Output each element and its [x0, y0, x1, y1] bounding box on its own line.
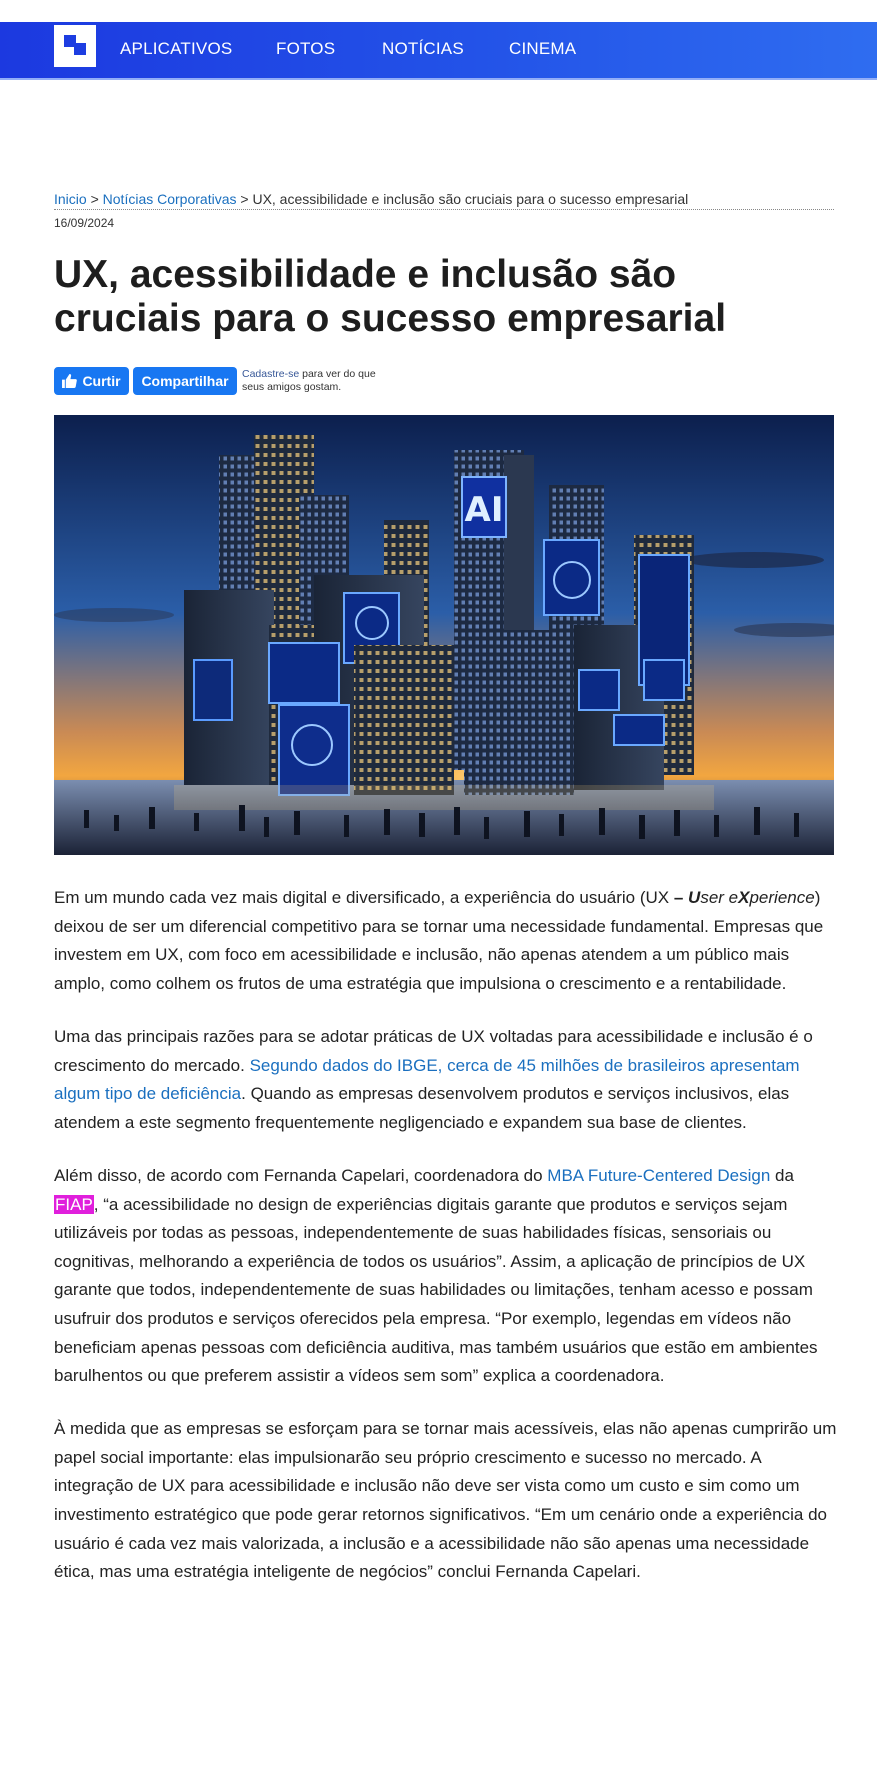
breadcrumb	[54, 191, 834, 210]
social-note	[242, 368, 382, 394]
fiap-highlight: FIAP	[55, 1194, 93, 1214]
article-body	[54, 884, 840, 1611]
social-note-text: para ver do que seus amigos gostam.	[242, 368, 376, 393]
mba-link[interactable]: MBA Future-Centered Design	[547, 1165, 771, 1185]
paragraph-2: Uma das principais razões para se adotar práticas de UX voltadas para acessibilidade e inclusão é o crescimento do mercado. Segundo dados do IBGE, cerca de 45 milhões de brasileiros apresentam algum tipo de deficiência. Quando as empresas desenvolvem produtos e serviços inclusivos, elas atendem a este segmento frequentemente negligenciado e expandem sua base de clientes.	[54, 1026, 813, 1132]
thumbs-up-icon	[62, 374, 77, 388]
ibge-link[interactable]: Segundo dados do IBGE, cerca de 45 milhões de brasileiros apresentam algum tipo de deficiência	[54, 1055, 800, 1104]
breadcrumb-section-link[interactable]: Notícias Corporativas	[102, 191, 237, 207]
nav-item-cinema[interactable]: CINEMA	[509, 39, 577, 58]
signup-link[interactable]: Cadastre-se	[242, 368, 300, 380]
ai-sign: AI	[464, 490, 504, 530]
like-button[interactable]	[54, 367, 129, 395]
page-title: UX, acessibilidade e inclusão são cruciais para o sucesso empresarial	[54, 253, 727, 340]
breadcrumb-home-link[interactable]: Inicio	[54, 191, 87, 207]
nav-item-aplicativos[interactable]: APLICATIVOS	[120, 39, 233, 58]
top-nav-bar	[0, 22, 877, 80]
like-label: Curtir	[82, 373, 121, 389]
nav-item-noticias[interactable]: NOTÍCIAS	[382, 39, 464, 58]
breadcrumb-current: UX, acessibilidade e inclusão são cruciais para o sucesso empresarial	[252, 191, 689, 207]
hero-image	[54, 415, 834, 855]
paragraph-1: Em um mundo cada vez mais digital e diversificado, a experiência do usuário (UX – User eXperience) deixou de ser um diferencial competitivo para se tornar uma necessidade fundamental. Empresas que investem em UX, com foco em acessibilidade e inclusão, não apenas atendem a um público mais amplo, como colhem os frutos de uma estratégia que impulsiona o crescimento e a rentabilidade.	[54, 888, 824, 993]
paragraph-4: À medida que as empresas se esforçam para se tornar mais acessíveis, elas não apenas cumprirão um papel social importante: elas impulsionarão seu próprio crescimento e sucesso no mercado. A integração de UX para acessibilidade e inclusão não deve ser vista como um custo e sim como um investimento estratégico que pode gerar retornos significativos. “Em um cenário onde a experiência do usuário é cada vez mais valorizada, a inclusão e a acessibilidade não são apenas uma necessidade ética, mas uma estratégia inteligente de negócios” conclui Fernanda Capelari.	[54, 1419, 837, 1582]
breadcrumb-separator: >	[86, 191, 103, 207]
logo-icon[interactable]	[54, 25, 96, 67]
breadcrumb-separator: >	[236, 191, 253, 207]
nav-item-fotos[interactable]: FOTOS	[276, 39, 336, 58]
publish-date: 16/09/2024	[54, 216, 115, 230]
paragraph-3: Além disso, de acordo com Fernanda Capelari, coordenadora do MBA Future-Centered Design da FIAP, “a acessibilidade no design de experiências digitais garante que produtos e serviços sejam utilizáveis por todas as pessoas, independentemente de suas habilidades físicas, sensoriais ou cognitivas, melhorando a experiência de todos os usuários”. Assim, a aplicação de princípios de UX garante que todos, independentemente de suas habilidades ou limitações, tenham acesso e possam usufruir dos produtos e serviços oferecidos pela empresa. “Por exemplo, legendas em vídeos não beneficiam apenas pessoas com deficiência auditiva, mas também usuários que estão em ambientes barulhentos ou que preferem assistir a vídeos sem som” explica a coordenadora.	[54, 1165, 818, 1386]
share-button[interactable]: Compartilhar	[133, 367, 237, 395]
